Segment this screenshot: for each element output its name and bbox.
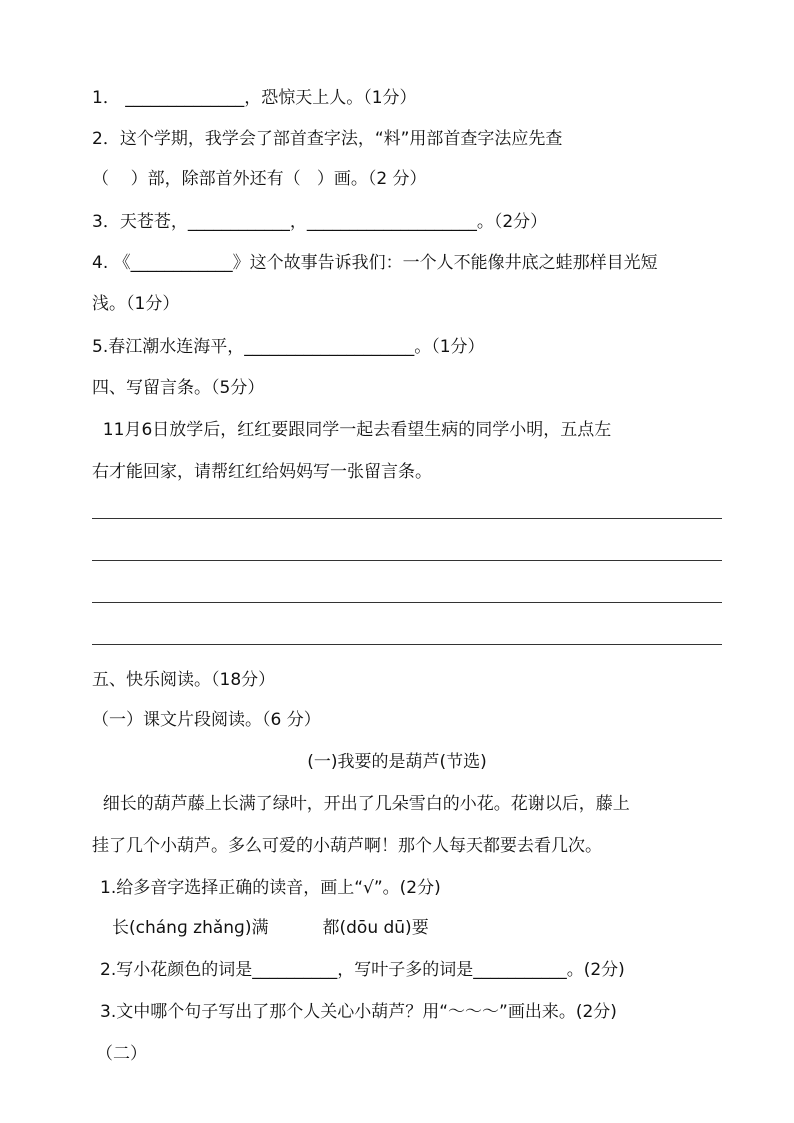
passage-title: (一)我要的是葫芦(节选): [307, 752, 487, 772]
section5-title: 五、快乐阅读。（18分）: [92, 670, 276, 690]
writing-line-2[interactable]: [92, 560, 722, 561]
q2-line1: 2．这个学期，我学会了部首查字法，“料”用部首查字法应先查: [92, 129, 563, 149]
writing-line-4[interactable]: [92, 644, 722, 645]
question-b: 2.写小花颜色的词是__________，写叶子多的词是___________。(2分): [100, 960, 625, 980]
section4-prompt-line2: 右才能回家，请帮红红给妈妈写一张留言条。: [92, 462, 432, 482]
question-a: 1.给多音字选择正确的读音，画上“√”。(2分): [100, 878, 441, 898]
question-a-options[interactable]: 长(chánɡ zhǎnɡ)满 都(dōu dū)要: [112, 918, 429, 938]
question-c: 3.文中哪个句子写出了那个人关心小葫芦？用“～～～”画出来。(2分): [100, 1002, 617, 1022]
writing-line-3[interactable]: [92, 602, 722, 603]
section5-sub1: （一）课文片段阅读。（6 分）: [92, 710, 321, 730]
writing-line-1[interactable]: [92, 518, 722, 519]
q2-line2: （ ）部，除部首外还有（ ）画。（2 分）: [92, 169, 427, 189]
q4-line1: 4. 《____________》这个故事告诉我们：一个人不能像井底之蛙那样目光短: [92, 253, 658, 273]
q1: 1． ______________，恐惊天上人。（1分）: [92, 88, 417, 108]
q3: 3．天苍苍，____________，____________________。（2分）: [92, 212, 548, 232]
q5: 5.春江潮水连海平，____________________。（1分）: [92, 337, 485, 357]
section4-prompt-line1: 11月6日放学后，红红要跟同学一起去看望生病的同学小明，五点左: [92, 420, 612, 440]
passage-line2: 挂了几个小葫芦。多么可爱的小葫芦啊！那个人每天都要去看几次。: [92, 836, 602, 856]
passage-line1: 细长的葫芦藤上长满了绿叶，开出了几朵雪白的小花。花谢以后，藤上: [92, 794, 630, 814]
q4-line2: 浅。（1分）: [92, 294, 180, 314]
section4-title: 四、写留言条。（5分）: [92, 378, 265, 398]
section5-sub2: （二）: [96, 1044, 147, 1064]
